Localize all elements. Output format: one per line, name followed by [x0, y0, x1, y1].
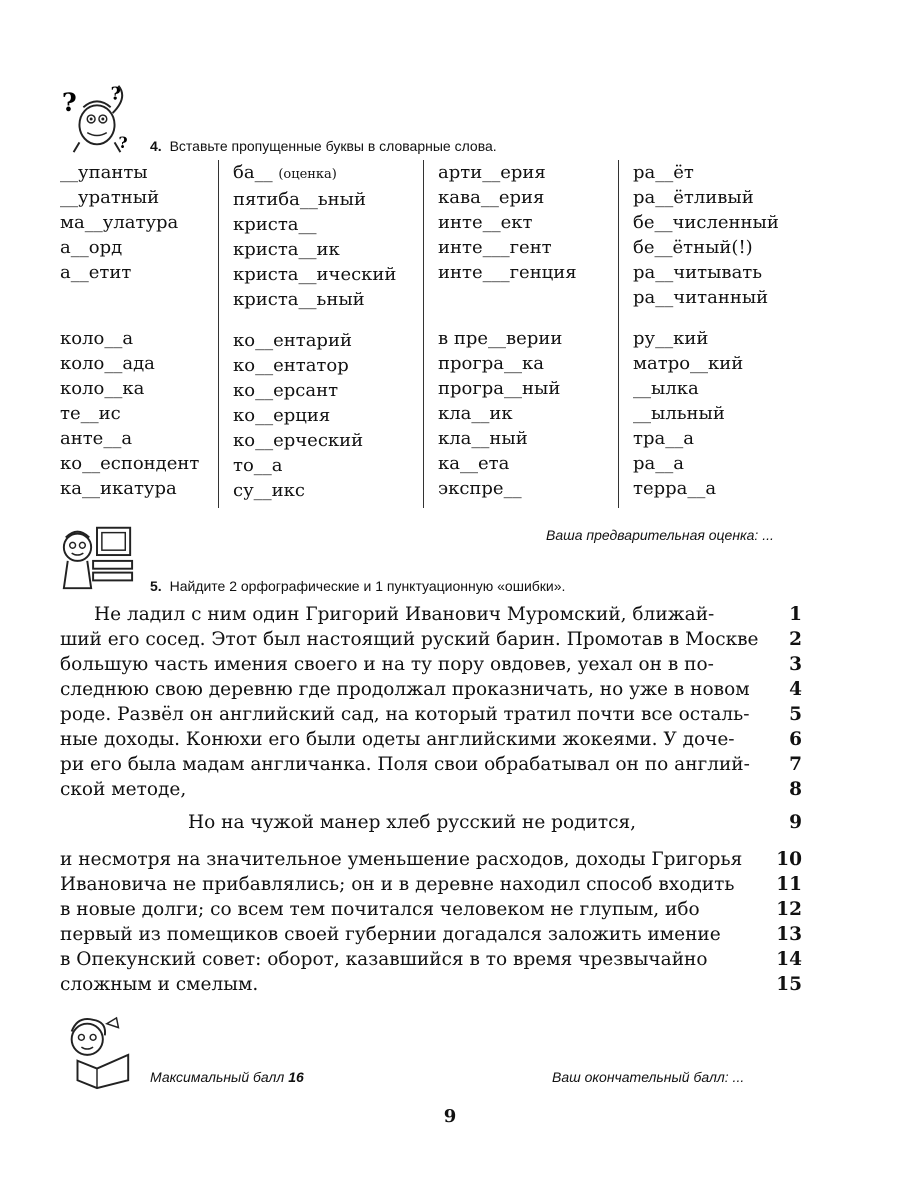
word: ко__еспондент	[60, 453, 200, 474]
word: ко__ентарий	[233, 330, 352, 351]
line-number: 4	[789, 679, 802, 700]
child-with-book-icon	[58, 1012, 136, 1090]
word: тра__а	[633, 428, 694, 449]
word: инте__ект	[438, 212, 533, 233]
spacer	[438, 310, 618, 326]
word: програ__ный	[438, 378, 561, 399]
task4-number: 4.	[150, 138, 162, 154]
line-number: 13	[776, 924, 802, 945]
word: ко__ентатор	[233, 355, 349, 376]
line-number: 6	[789, 729, 802, 750]
word: ка__икатура	[60, 478, 177, 499]
word: ра__ёт	[633, 162, 694, 183]
svg-text:?: ?	[61, 87, 77, 118]
text-line	[60, 652, 802, 677]
max-score-label: Максимальный балл	[150, 1069, 285, 1085]
line-text: роде. Развёл он английский сад, на который тратил почти все осталь-	[60, 704, 750, 725]
line-number: 9	[789, 812, 802, 833]
text-line	[60, 777, 802, 802]
line-text: ший его сосед. Этот был настоящий руский барин. Промотав в Москве	[60, 629, 759, 650]
word: ра__ётливый	[633, 187, 754, 208]
word: __ыльный	[633, 403, 725, 424]
word-empty	[60, 285, 218, 310]
line-text: ской методе,	[60, 779, 187, 800]
final-score: Ваш окончательный балл: ...	[552, 1069, 745, 1085]
line-text: большую часть имения своего и на ту пору овдовев, уехал он в по-	[60, 654, 714, 675]
line-number: 2	[789, 629, 802, 650]
word: програ__ка	[438, 353, 545, 374]
word: ко__ерческий	[233, 430, 364, 451]
line-text: ные доходы. Конюхи его были одеты английскими жокеями. У доче-	[60, 729, 735, 750]
text-line	[60, 752, 802, 777]
max-score	[150, 1069, 304, 1085]
word: инте___генция	[438, 262, 577, 283]
text-line	[60, 947, 802, 972]
word: то__а	[233, 455, 283, 476]
word	[233, 160, 423, 187]
word: в пре__верии	[438, 328, 563, 349]
line-number: 1	[789, 604, 802, 625]
line-text: следнюю свою деревню где продолжал проказничать, но уже в новом	[60, 679, 750, 700]
task5-number: 5.	[150, 578, 162, 594]
preliminary-score: Ваша предварительная оценка: ...	[546, 527, 774, 543]
text-line	[60, 847, 802, 872]
word: су__икс	[233, 480, 305, 501]
word: кла__ный	[438, 428, 528, 449]
line-text: первый из помещиков своей губернии догадался заложить имение	[60, 924, 721, 945]
task4-header	[58, 78, 497, 156]
word: анте__а	[60, 428, 133, 449]
word: криста__ик	[233, 239, 340, 260]
task5-instruction	[150, 578, 565, 594]
text-line	[60, 727, 802, 752]
line-number: 7	[789, 754, 802, 775]
line-text: ри его была мадам англичанка. Поля свои обрабатывал он по англий-	[60, 754, 750, 775]
svg-text:?: ?	[118, 133, 128, 153]
svg-text:?: ?	[110, 84, 121, 105]
line-text: в Опекунский совет: оборот, казавшийся в то время чрезвычайно	[60, 949, 708, 970]
word: ра__читанный	[633, 287, 769, 308]
word: коло__ада	[60, 353, 155, 374]
word: __ылка	[633, 378, 699, 399]
page-number: 9	[443, 1106, 457, 1127]
word: ка__ета	[438, 453, 510, 474]
word: кла__ик	[438, 403, 513, 424]
word: а__орд	[60, 237, 123, 258]
word-text: ба__	[233, 162, 273, 183]
line-text: сложным и смелым.	[60, 974, 259, 995]
text-line	[60, 702, 802, 727]
word-empty	[438, 285, 618, 310]
word: криста__ический	[233, 264, 397, 285]
line-number: 15	[776, 974, 802, 995]
word: бе__численный	[633, 212, 779, 233]
spacer	[233, 312, 423, 328]
task5-text: Найдите 2 орфографические и 1 пунктуационную «ошибки».	[169, 578, 566, 594]
text-line	[60, 972, 802, 997]
text-line	[60, 677, 802, 702]
line-number: 5	[789, 704, 802, 725]
spacer	[60, 310, 218, 326]
thinking-creature-icon	[58, 78, 136, 156]
task5-header	[58, 518, 565, 596]
word-column-4	[618, 160, 813, 508]
text-line	[86, 602, 802, 627]
word-columns	[60, 160, 830, 508]
task4-text: Вставьте пропущенные буквы в словарные слова.	[169, 138, 497, 154]
line-text: Не ладил с ним один Григорий Иванович Муромский, ближай-	[94, 604, 715, 625]
line-number: 12	[776, 899, 802, 920]
spacer	[633, 310, 813, 326]
word-column-1	[60, 160, 218, 508]
line-number: 11	[776, 874, 802, 895]
word: криста__	[233, 214, 317, 235]
word: бе__ётный(!)	[633, 237, 753, 258]
word-note: (оценка)	[278, 167, 337, 182]
word: ра__а	[633, 453, 684, 474]
word: криста__ьный	[233, 289, 365, 310]
text-line	[60, 627, 802, 652]
text-line	[60, 897, 802, 922]
word: __упанты	[60, 162, 148, 183]
word: арти__ерия	[438, 162, 546, 183]
word: ру__кий	[633, 328, 709, 349]
line-text: Но на чужой манер хлеб русский не родится,	[188, 812, 637, 833]
line-text: Ивановича не прибавлялись; он и в деревне находил способ входить	[60, 874, 735, 895]
text-line	[60, 872, 802, 897]
word-column-2	[218, 160, 423, 508]
text-line	[60, 922, 802, 947]
word: инте___гент	[438, 237, 552, 258]
word: те__ис	[60, 403, 121, 424]
word: ра__читывать	[633, 262, 763, 283]
task4-instruction	[150, 138, 497, 154]
excerpt-text	[60, 602, 802, 997]
text-line-epigraph	[86, 810, 802, 835]
word: а__етит	[60, 262, 132, 283]
word: ко__ерсант	[233, 380, 339, 401]
line-text: и несмотря на значительное уменьшение расходов, доходы Григорья	[60, 849, 743, 870]
line-number: 10	[776, 849, 802, 870]
child-at-computer-icon	[58, 518, 136, 596]
word: кава__ерия	[438, 187, 545, 208]
footer-picture	[58, 1012, 136, 1090]
line-number: 14	[776, 949, 802, 970]
word: __уратный	[60, 187, 160, 208]
word: коло__ка	[60, 378, 145, 399]
word: терра__а	[633, 478, 717, 499]
line-text: в новые долги; со всем тем почитался человеком не глупым, ибо	[60, 899, 700, 920]
word: экспре__	[438, 478, 522, 499]
max-score-value: 16	[288, 1069, 304, 1085]
word-column-3	[423, 160, 618, 508]
line-number: 3	[789, 654, 802, 675]
word: коло__а	[60, 328, 134, 349]
word: ма__улатура	[60, 212, 179, 233]
word: ко__ерция	[233, 405, 331, 426]
line-number: 8	[789, 779, 802, 800]
word: пятиба__ьный	[233, 189, 366, 210]
word: матро__кий	[633, 353, 744, 374]
